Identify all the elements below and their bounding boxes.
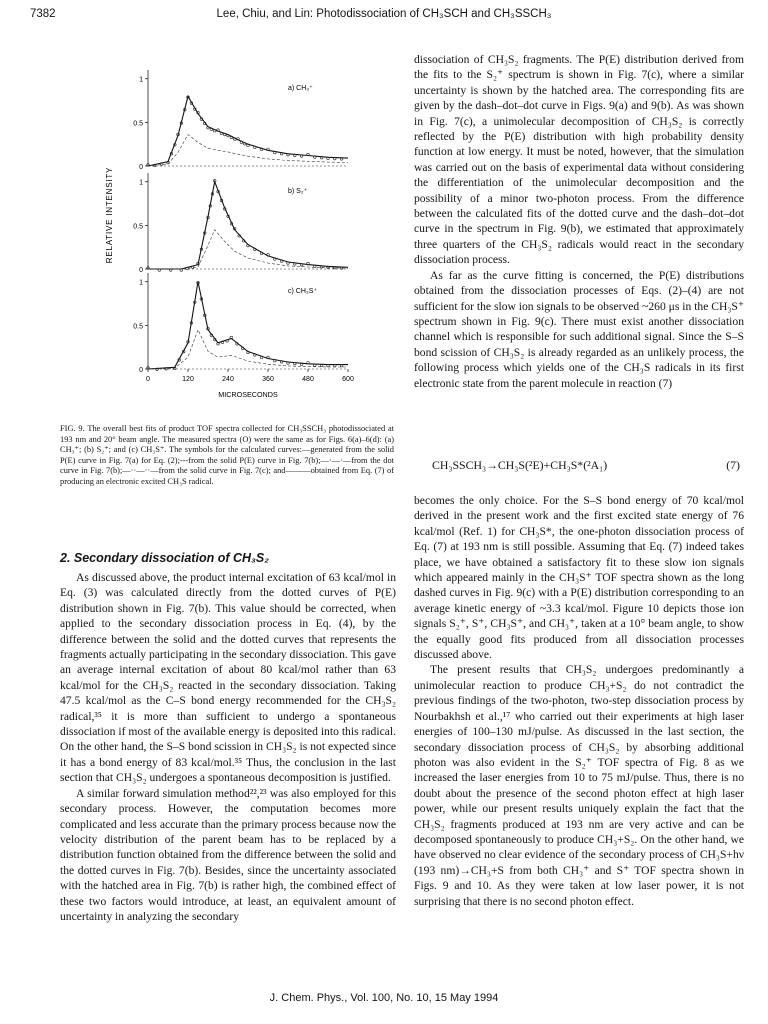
paragraph: dissociation of CH₃S₂ fragments. The P(E) distribution derived from the fits to the S₂⁺ spectrum is shown in Fig. 7(c), where a similar uncertainty is shown by the hatched area. The corresponding fits are given by the dash–dot–dot curve in Figs. 9(a) and 9(b). As was shown in Fig. 7(c), a unimolecular decomposition of CH₃S₂ is correctly reflected by the P(E) distribution with high probability density function at low energy. It must be noted, however, that the simulation was carried out on the basis of experimental data without considering the differentiation of the unimolecular decomposition and the possibility of a minor two-photon process. From the difference between the calculated fits of the dotted curve and the dash–dot–dot curve in the spectrum in Fig. 9(b), we estimated that approximately three quarters of the CH₃S₂ radicals would react in the secondary dissociation process. <box>414 53 744 267</box>
right-column-bottom-text <box>414 493 744 909</box>
paragraph: becomes the only choice. For the S–S bond energy of 70 kcal/mol derived in the present work and the first excited state energy of 76 kcal/mol (Ref. 1) for CH₃S*, the one-photon dissociation process of Eq. (7) at 193 nm is still possible. Assuming that Eq. (7) indeed takes place, we have obtained a satisfactory fit to these slow ion signals which appeared mainly in the CH₃S⁺ TOF spectra shown as the long dashed curves in Fig. 9(c) with a P(E) distribution corresponding to an average kinetic energy of ~3.3 kcal/mol. Figure 10 depicts those ion signals S₂⁺, S⁺, CH₃S⁺, and CH₃⁺, taken at a 10° beam angle, to show the equally good fits produced from all dissociation processes discussed above. <box>414 494 744 662</box>
y-tick-label: 0 <box>139 367 143 374</box>
component-curve <box>148 135 348 166</box>
left-column-text <box>60 570 396 924</box>
paragraph: As discussed above, the product internal excitation of 63 kcal/mol in Eq. (3) was calculated directly from the dotted curves of P(E) distribution shown in Fig. 7(b). This value should be corrected, when applied to the secondary dissociation process in Eq. (4), by the difference between the solid and the dotted curves that represents the fragments actually participating in the secondary dissociation. This gave an average internal excitation of about 80 kcal/mol rather than 63 kcal/mol for the CH₃S₂ reacted in the secondary dissociation. Taking 47.5 kcal/mol as the C–S bond energy recommended for the CH₃S₂ radical,³⁵ it is more than sufficient to undergo a spontaneous dissociation if most of the available energy is deposited into this radical. On the other hand, the S–S bond scission in CH₃S₂ is not expected since it has a bond energy of 83 kcal/mol.³⁵ Thus, the conclusion in the last section that CH₃S₂ undergoes a spontaneous decomposition is justified. <box>60 571 396 785</box>
journal-footer: J. Chem. Phys., Vol. 100, No. 10, 15 May 1994 <box>269 992 499 1004</box>
component-curve <box>148 330 348 369</box>
y-tick-label: 0 <box>139 267 143 274</box>
paragraph: A similar forward simulation method²²,²³ was also employed for this secondary process. However, the computation becomes more complicated and less accurate than the primary process because now the velocity distribution of the parent beam has to be replaced by a distribution function obtained from the difference between the solid and the dotted curves in Fig. 7(b). Besides, since the uncertainty associated with the hatched area in Fig. 7(b) is rather high, the combined effect of these two factors would introduce, at least, an equivalent amount of uncertainty in analyzing the secondary <box>60 786 396 923</box>
fit-curve <box>148 182 348 269</box>
right-column-top-text <box>414 52 744 391</box>
y-tick-label: 0 <box>139 164 143 171</box>
figure-ylabel: RELATIVE INTENSITY <box>105 166 114 264</box>
paragraph: The present results that CH₃S₂ undergoes predominantly a unimolecular reaction to produce CH₃+S₂ do not contradict the previous findings of the two-photon, two-step dissociation process by Nourbakhsh et al.,¹⁷ who carried out their experiments at high laser energies of 100–130 mJ/pulse. As discussed in the last section, the secondary dissociation process of CH₃S₂ by absorbing additional photon was also evident in the S₂⁺ TOF spectra of Fig. 8 as we increased the laser energies from 10 to 75 mJ/pulse. Thus, there is no doubt about the presence of the second photon effect at high laser power, while our present results uniquely explain the fact that the CH₃S₂ fragments produced at 193 nm are very active and can be decomposed spontaneously to produce CH₃+S₂. On the other hand, we have observed no clear evidence of the secondary process of CH₃S+hν (193 nm)→CH₃+S from both CH₃⁺ and S⁺ TOF spectra shown in Figs. 9 and 10. As they were taken at low laser power, it is not surprising that there is no second photon effect. <box>414 663 744 908</box>
y-tick-label: 0.5 <box>133 120 143 128</box>
component-curve <box>148 230 348 269</box>
panel-label: b) S₂⁺ <box>288 188 308 195</box>
panel-label: c) CH₃S⁺ <box>288 288 318 295</box>
y-tick-label: 0.5 <box>133 223 143 231</box>
page-number: 7382 <box>30 8 56 20</box>
fit-curve <box>148 96 348 166</box>
x-tick-label: 480 <box>302 376 314 383</box>
paragraph: As far as the curve fitting is concerned, the P(E) distributions obtained from the dissociation processes of Eqs. (2)–(4) are not sufficient for the slow ion signals to be observed ~260 μs in the CH₃S⁺ spectrum shown in Fig. 9(c). There must exist another dissociation channel which is responsible for such additional signal. Since the S–S bond scission of CH₃S₂ is already regarded as an unlikely process, the following process which yields one of the CH₃S radicals in its first electronic state from the parent molecule in reaction (7) <box>414 268 744 390</box>
y-tick-label: 1 <box>139 279 143 287</box>
figure-caption: FIG. 9. The overall best fits of product TOF spectra collected for CH₃SSCH₃ photodissociated at 193 nm and 20° beam angle. The measured spectra (O) were the same as for Figs. 6(a)–6(d): (a) CH₃⁺; (b) S₂⁺; and (c) CH₃S⁺. The symbols for the calculated curves:—generated from the solid P(E) curve in Fig. 7(a) for Eq. (2);---from the solid P(E) curve in Fig. 7(b);—·—·—from the dot curve in Fig. 7(b);—··—··—from the solid curve in Fig. 7(c); and———obtained from Eq. (7) of producing an electronic excited CH₃S radical. <box>60 424 394 486</box>
y-tick-label: 1 <box>139 179 143 187</box>
x-tick-label: 120 <box>182 376 194 383</box>
x-tick-label: 240 <box>222 376 234 383</box>
tof-spectra-figure <box>100 55 370 405</box>
section-heading: 2. Secondary dissociation of CH₃S₂ <box>60 551 269 565</box>
x-tick-label: 360 <box>262 376 274 383</box>
figure-xlabel: MICROSECONDS <box>218 390 278 399</box>
running-title: Lee, Chiu, and Lin: Photodissociation of CH₃SCH and CH₃SSCH₃ <box>216 8 552 20</box>
panel-label: a) CH₃⁺ <box>288 85 313 92</box>
fit-curve <box>148 282 348 369</box>
equation-number: (7) <box>726 458 740 472</box>
y-tick-label: 1 <box>139 76 143 84</box>
equation-7 <box>420 458 744 478</box>
y-tick-label: 0.5 <box>133 323 143 331</box>
x-tick-label: 0 <box>146 376 150 383</box>
page-header <box>30 8 738 26</box>
x-tick-label: 600 <box>342 376 354 383</box>
equation-text: CH₃SSCH₃→CH₃S(²E)+CH₃S*(²A₁) <box>432 458 608 472</box>
